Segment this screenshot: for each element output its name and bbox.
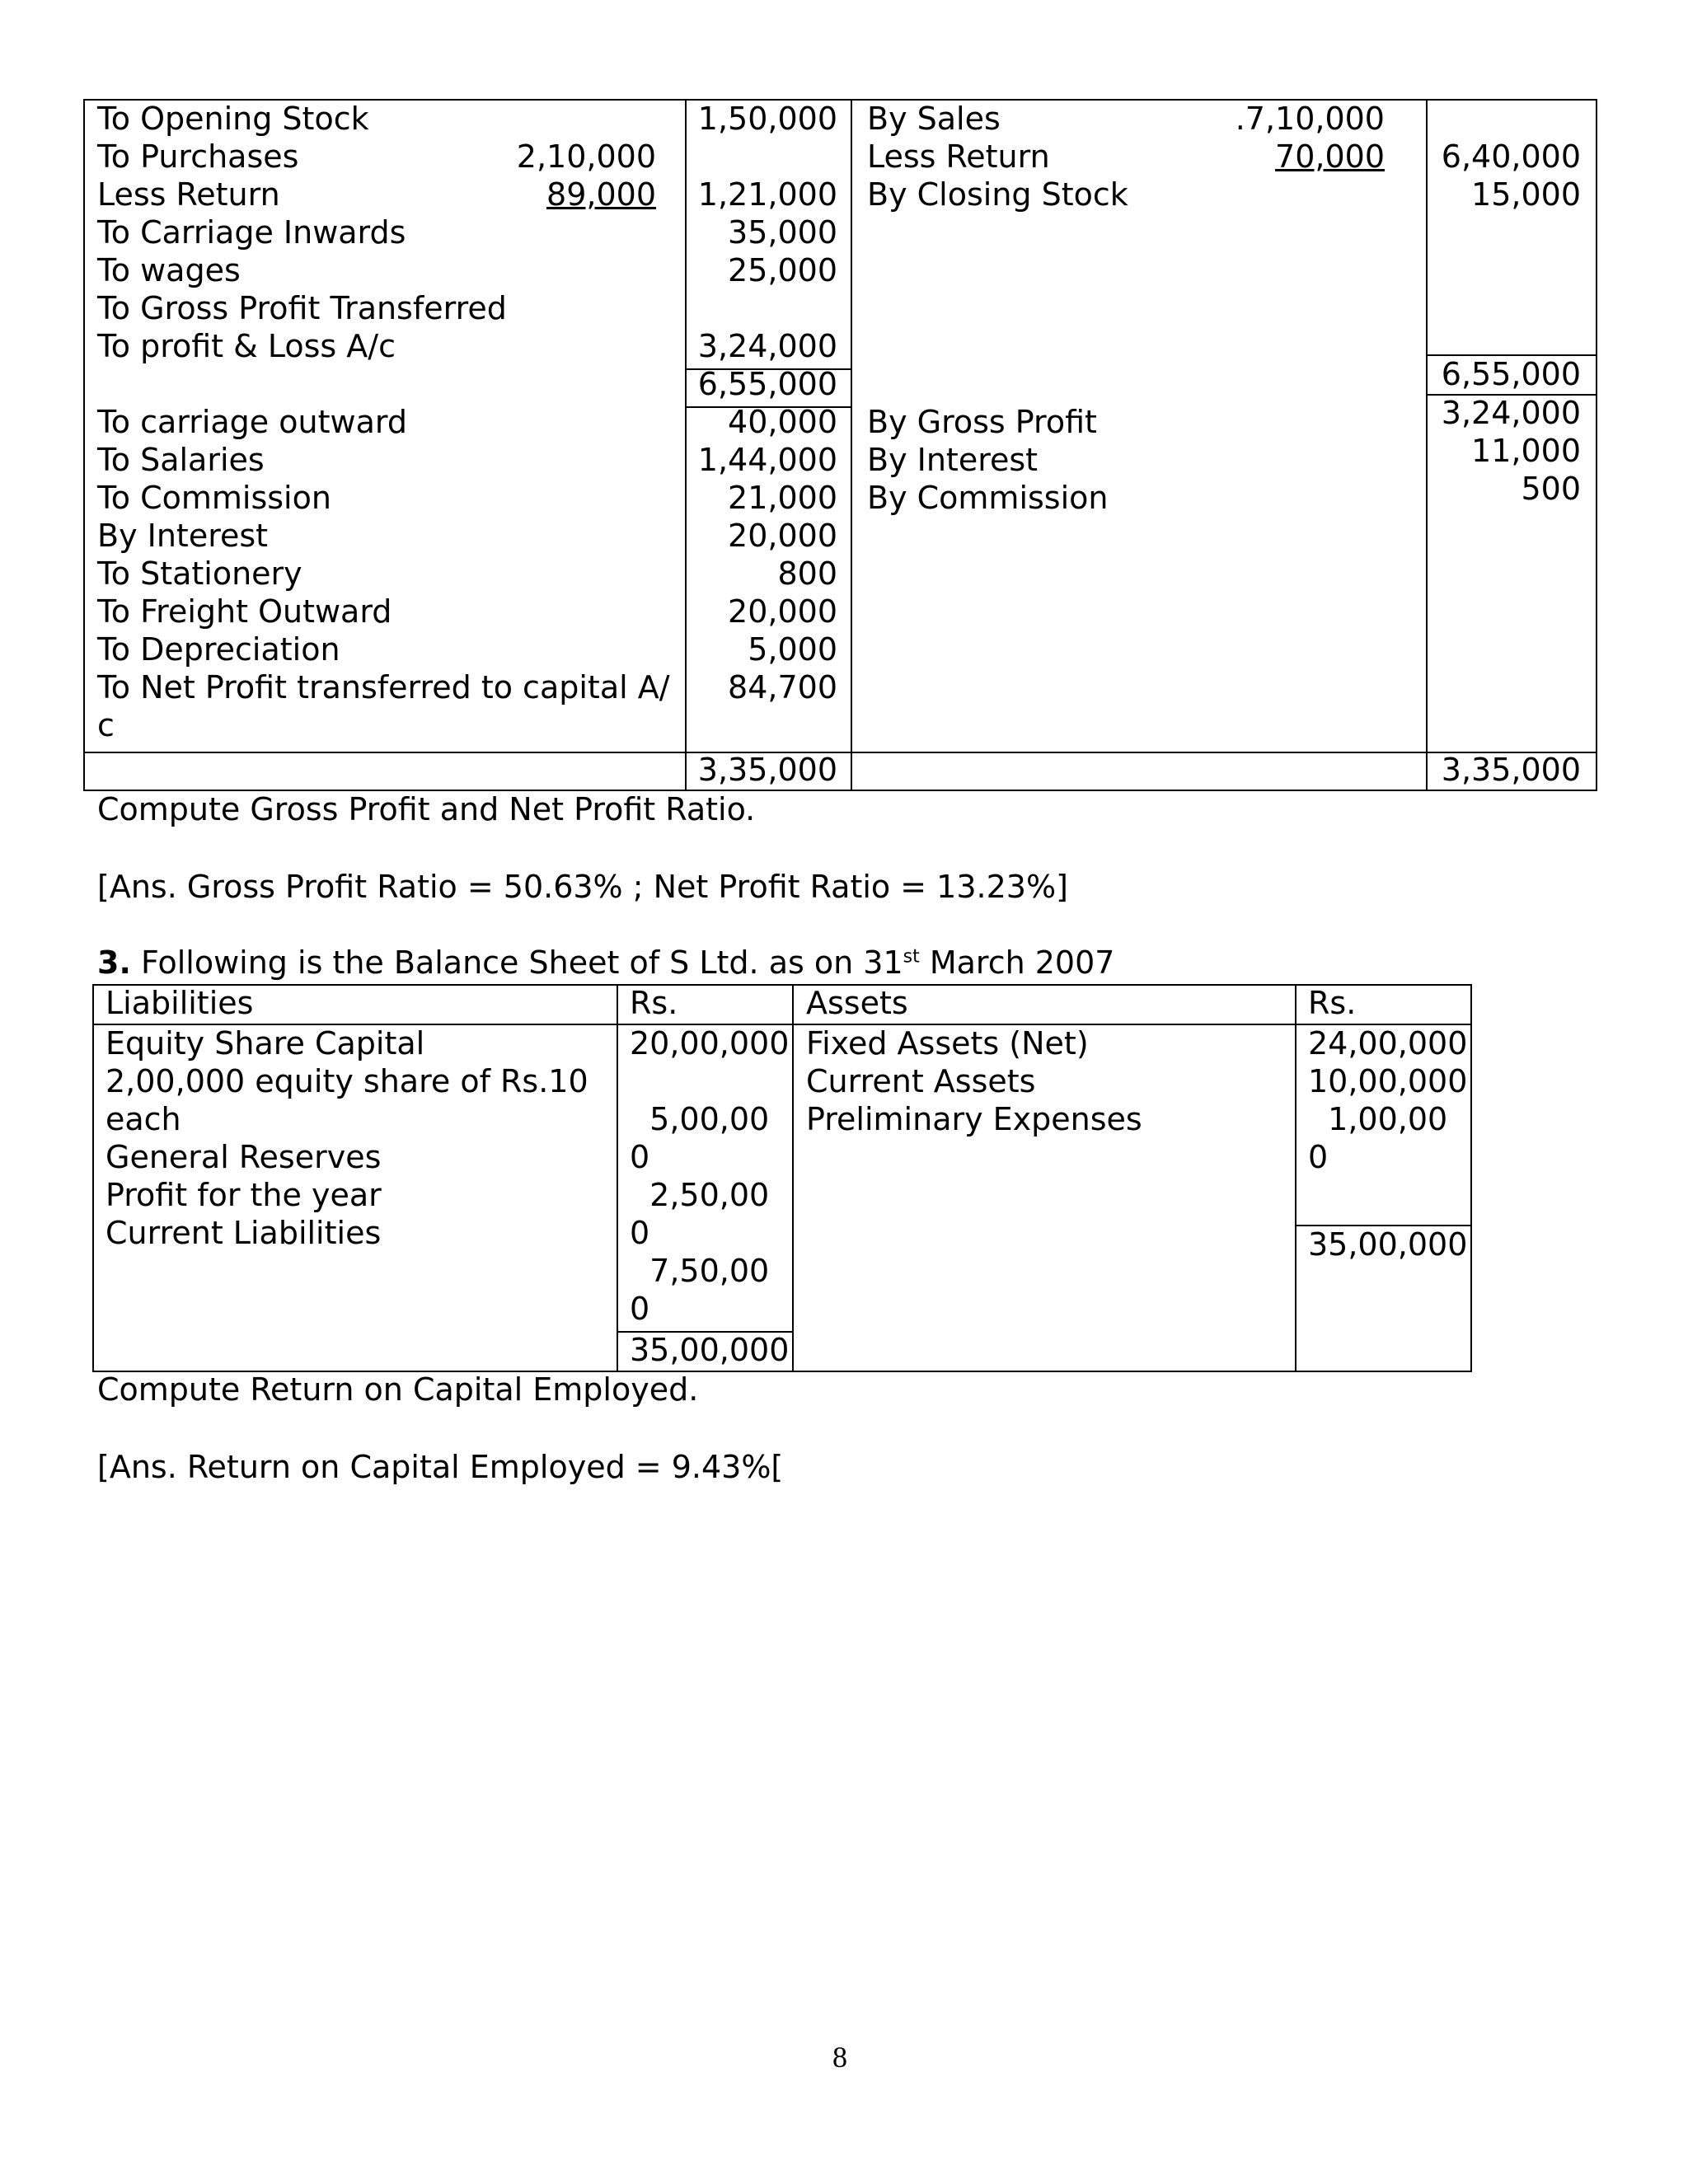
asset-amount-2: 10,00,000 bbox=[1308, 1063, 1468, 1099]
table2-col-divider-1 bbox=[617, 984, 618, 1372]
table2-col-divider-2 bbox=[792, 984, 794, 1372]
q2-answer: [Ans. Gross Profit Ratio = 50.63% ; Net Profit Ratio = 13.23%] bbox=[97, 869, 1068, 905]
closing-stock-amount: 15,000 bbox=[1471, 176, 1581, 213]
debit-row-5: To wages bbox=[97, 252, 241, 288]
debit-amount-7: 3,24,000 bbox=[697, 328, 837, 364]
debit-amount-1: 1,50,000 bbox=[697, 101, 837, 137]
debit-row-14: To Freight Outward bbox=[97, 593, 392, 630]
purchases-amount: 2,10,000 bbox=[516, 138, 656, 175]
q3-answer: [Ans. Return on Capital Employed = 9.43%[ bbox=[97, 1449, 784, 1485]
credit-total: 3,35,000 bbox=[1441, 752, 1581, 788]
debit-row-15: To Depreciation bbox=[97, 631, 340, 668]
debit-amount-11: 21,000 bbox=[728, 480, 837, 516]
table2-col-divider-3 bbox=[1295, 984, 1296, 1372]
debit-row-4: To Carriage Inwards bbox=[97, 214, 406, 251]
liability-row-3: each bbox=[106, 1101, 181, 1137]
header-assets: Assets bbox=[806, 985, 908, 1021]
credit-row-3: By Closing Stock bbox=[867, 176, 1128, 213]
sales-amount: .7,10,000 bbox=[1235, 101, 1385, 137]
debit-row-12: By Interest bbox=[97, 518, 269, 554]
asset-row-3: Preliminary Expenses bbox=[806, 1101, 1142, 1137]
liability-amount-2b: 0 bbox=[630, 1139, 650, 1175]
debit-row-6: To Gross Profit Transferred bbox=[97, 290, 507, 326]
q3-title-text: Following is the Balance Sheet of S Ltd. as on 31 bbox=[130, 944, 903, 981]
header-rs-assets: Rs. bbox=[1308, 985, 1357, 1021]
q3-title-date: March 2007 bbox=[919, 944, 1115, 981]
debit-row-17: c bbox=[97, 707, 115, 743]
debit-row-16: To Net Profit transferred to capital A/ bbox=[97, 669, 670, 705]
liability-row-5: Profit for the year bbox=[106, 1177, 382, 1213]
debit-amount-12: 20,000 bbox=[728, 518, 837, 554]
liability-amount-2: 5,00,00 bbox=[630, 1101, 770, 1137]
liability-amount-4: 7,50,00 bbox=[630, 1253, 770, 1289]
net-sales-amount: 6,40,000 bbox=[1441, 138, 1581, 175]
gross-profit-amount: 3,24,000 bbox=[1441, 395, 1581, 431]
credit-row-9: By Gross Profit bbox=[867, 404, 1097, 440]
debit-amount-3: 1,21,000 bbox=[697, 176, 837, 213]
liability-total: 35,00,000 bbox=[630, 1332, 790, 1368]
asset-row-1: Fixed Assets (Net) bbox=[806, 1025, 1089, 1062]
liability-amount-1: 20,00,000 bbox=[630, 1025, 790, 1062]
interest-amount: 11,000 bbox=[1471, 433, 1581, 469]
debit-amount-5: 25,000 bbox=[728, 252, 837, 288]
credit-row-2: Less Return bbox=[867, 138, 1050, 175]
debit-row-9: To carriage outward bbox=[97, 404, 407, 440]
table1-col-divider-2 bbox=[851, 99, 852, 791]
page-number: 8 bbox=[832, 2041, 847, 2074]
asset-total: 35,00,000 bbox=[1308, 1226, 1468, 1263]
debit-amount-10: 1,44,000 bbox=[697, 442, 837, 478]
liability-row-4: General Reserves bbox=[106, 1139, 382, 1175]
asset-amount-3: 1,00,00 bbox=[1308, 1101, 1448, 1137]
liability-row-6: Current Liabilities bbox=[106, 1215, 382, 1251]
asset-amount-1: 24,00,000 bbox=[1308, 1025, 1468, 1062]
header-liabilities: Liabilities bbox=[106, 985, 254, 1021]
debit-amount-15: 5,000 bbox=[748, 631, 837, 668]
debit-row-3: Less Return bbox=[97, 176, 280, 213]
q3-title bbox=[97, 944, 1114, 982]
debit-row-13: To Stationery bbox=[97, 555, 302, 592]
q3-title-superscript: st bbox=[903, 946, 920, 968]
asset-amount-3b: 0 bbox=[1308, 1139, 1329, 1175]
debit-amount-16: 84,700 bbox=[728, 669, 837, 705]
debit-amount-4: 35,000 bbox=[728, 214, 837, 251]
debit-amount-14: 20,000 bbox=[728, 593, 837, 630]
debit-amount-8: 6,55,000 bbox=[697, 366, 837, 402]
table1-col-divider-1 bbox=[685, 99, 687, 791]
debit-total: 3,35,000 bbox=[697, 752, 837, 788]
debit-row-2: To Purchases bbox=[97, 138, 299, 175]
q3-number: 3. bbox=[97, 944, 131, 981]
debit-amount-13: 800 bbox=[777, 555, 837, 592]
sales-return-amount: 70,000 bbox=[1275, 138, 1385, 175]
q3-instruction: Compute Return on Capital Employed. bbox=[97, 1371, 699, 1408]
liability-amount-3b: 0 bbox=[630, 1215, 650, 1251]
debit-row-7: To profit & Loss A/c bbox=[97, 328, 396, 364]
debit-row-1: To Opening Stock bbox=[97, 101, 369, 137]
table1-col-divider-3 bbox=[1426, 99, 1428, 791]
q2-instruction: Compute Gross Profit and Net Profit Ratio. bbox=[97, 791, 756, 827]
header-rs-liabilities: Rs. bbox=[630, 985, 678, 1021]
credit-row-1: By Sales bbox=[867, 101, 1001, 137]
debit-row-11: To Commission bbox=[97, 480, 331, 516]
liability-row-2: 2,00,000 equity share of Rs.10 bbox=[106, 1063, 588, 1099]
commission-amount: 500 bbox=[1521, 471, 1581, 507]
debit-amount-9: 40,000 bbox=[728, 404, 837, 440]
credit-row-11: By Commission bbox=[867, 480, 1109, 516]
liability-row-1: Equity Share Capital bbox=[106, 1025, 425, 1062]
trading-total-credit: 6,55,000 bbox=[1441, 356, 1581, 392]
liability-amount-3: 2,50,00 bbox=[630, 1177, 770, 1213]
purchase-return-amount: 89,000 bbox=[546, 176, 656, 213]
debit-row-10: To Salaries bbox=[97, 442, 265, 478]
asset-row-2: Current Assets bbox=[806, 1063, 1036, 1099]
credit-row-10: By Interest bbox=[867, 442, 1039, 478]
liability-amount-4b: 0 bbox=[630, 1291, 650, 1327]
table1-total-line bbox=[83, 752, 1597, 753]
